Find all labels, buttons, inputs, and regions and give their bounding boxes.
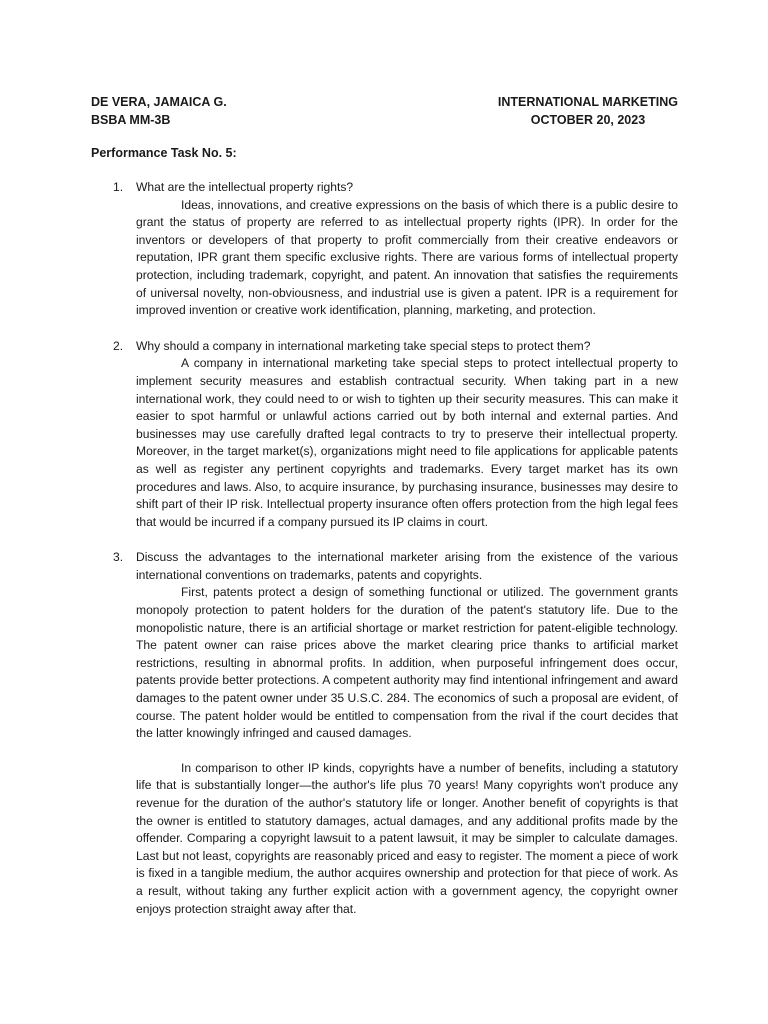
student-info [91,94,227,129]
question-number: 3. [113,550,124,565]
question-item [91,549,678,918]
document-date: OCTOBER 20, 2023 [530,112,646,127]
question-number: 1. [113,180,124,194]
task-title: Performance Task No. 5: [91,146,237,160]
course-info [498,94,678,129]
answer-paragraph: A company in international marketing take special steps to protect intellectual property to implement security measures and establish contractual security. When taking part in a new international work, they could need to or wish to tighten up their security measures. This can make it easier to spot harmful or unlawful actions carried out by both internal and external parties. And businesses may use carefully drafted legal contracts to try to preserve their intellectual property. Moreover, in the target market(s), organizations might need to file applications for applicable patents as well as register any pertinent copyrights and trademarks. Every target market has its own procedures and laws. Also, to acquire insurance, by purchasing insurance, businesses may desire to shift part of their IP risk. Intellectual property insurance often offers protection from the high legal fees that would be incurred if a company pursued its IP claims in court. [136,356,678,529]
answer-paragraph: First, patents protect a design of something functional or utilized. The government grants monopoly protection to patent holders for the duration of the patent's statutory life. Due to the monopolistic nature, there is an artificial shortage or market restriction for patent-eligible technology. The patent owner can raise prices above the market clearing price thanks to artificial market restrictions, resulting in abnormal profits. In addition, when purposeful infringement does occur, patents provide better protections. A competent authority may find intentional infringement and award damages to the patent owner under 35 U.S.C. 284. The economics of such a proposal are evident, of course. The patent holder would be entitled to compensation from the rival if the court decides that the latter knowingly infringed and caused damages. [136,585,678,741]
question-item [91,179,678,320]
course-name: INTERNATIONAL MARKETING [497,95,678,109]
student-section: BSBA MM-3B [91,112,171,127]
question-text: Discuss the advantages to the international marketer arising from the existence of the various international conventions on trademarks, patents and copyrights. [136,550,678,582]
question-number: 2. [113,338,124,353]
answer-paragraph: Ideas, innovations, and creative expressions on the basis of which there is a public desire to grant the status of property are referred to as intellectual property rights (IPR). In order for the inventors or developers of that property to profit commercially from their creative endeavors or reputation, IPR grant them specific exclusive rights. There are various forms of intellectual property protection, including trademark, copyright, and patent. An innovation that satisfies the requirements of universal novelty, non-obviousness, and industrial use is given a patent. IPR is a requirement for improved invention or creative work identification, planning, marketing, and protection. [136,197,678,318]
answer-paragraph: In comparison to other IP kinds, copyrights have a number of benefits, including a statutory life that is substantially longer—the author's life plus 70 years! Many copyrights won't produce any revenue for the duration of the author's statutory life or longer. Another benefit of copyrights is that the owner is entitled to statutory damages, actual damages, and any additional profits made by the offender. Comparing a copyright lawsuit to a patent lawsuit, it may be simpler to calculate damages. Last but not least, copyrights are reasonably priced and easy to register. The moment a piece of work is fixed in a tangible medium, the author acquires ownership and protection for that piece of work. As a result, without taking any further explicit action with a government agency, the copyright owner enjoys protection straight away after that. [136,760,678,916]
question-text: Why should a company in international marketing take special steps to protect them? [136,338,591,353]
question-list [91,179,678,918]
student-name: DE VERA, JAMAICA G. [91,95,227,109]
question-item [91,338,678,532]
question-text: What are the intellectual property rights? [136,180,354,194]
